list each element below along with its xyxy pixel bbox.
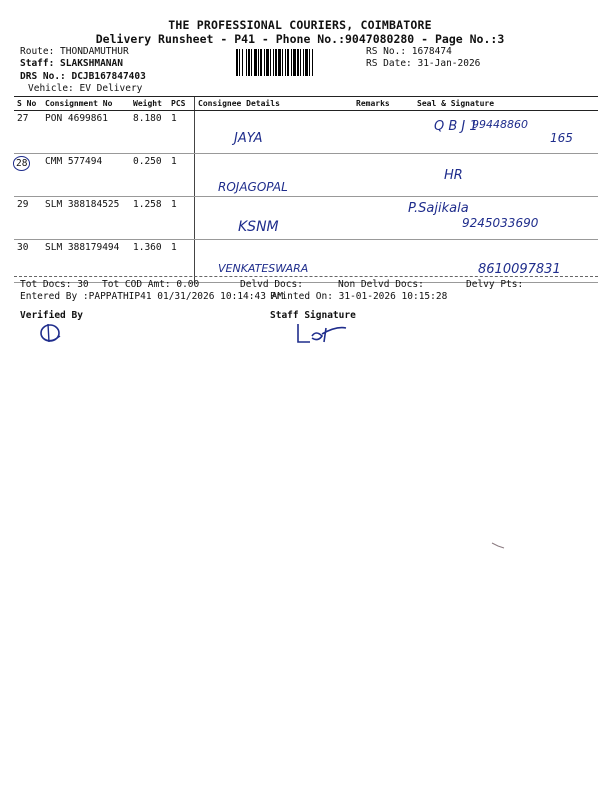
delivery-points: Delvy Pts: bbox=[466, 279, 524, 290]
signature-handwriting: Q B J 1 bbox=[434, 119, 478, 134]
table-row bbox=[14, 197, 598, 240]
runsheet-title: Delivery Runsheet - P41 - Phone No.:9047080280 - Page No.:3 bbox=[95, 32, 505, 46]
cell-pcs: 1 bbox=[168, 197, 195, 240]
non-delivered-docs: Non Delvd Docs: bbox=[338, 279, 424, 290]
signature-handwriting: P.Sajikala bbox=[408, 201, 469, 216]
verified-by-label: Verified By bbox=[20, 310, 83, 321]
entered-by: Entered By :PAPPATHIP41 01/31/2026 10:14:43 AM bbox=[20, 291, 284, 302]
col-seal-signature: Seal & Signature bbox=[405, 97, 598, 111]
staff-signature-mark bbox=[292, 320, 348, 346]
consignee-handwriting: KSNM bbox=[238, 219, 279, 235]
route-label: Route: THONDAMUTHUR bbox=[20, 46, 129, 57]
phone-handwriting: 99448860 bbox=[472, 118, 528, 131]
drs-number: DRS No.: DCJB167847403 bbox=[20, 71, 146, 82]
table-header-row bbox=[14, 97, 598, 111]
barcode-image bbox=[236, 49, 360, 76]
cell-weight: 8.180 bbox=[130, 111, 168, 154]
runsheet-table bbox=[14, 96, 598, 283]
cell-consignment: CMM 577494 bbox=[42, 154, 130, 197]
cell-consignee bbox=[195, 197, 354, 240]
cell-consignment: SLM 388184525 bbox=[42, 197, 130, 240]
total-docs: Tot Docs: 30 bbox=[20, 279, 89, 290]
consignee-handwriting: ROJAGOPAL bbox=[218, 180, 288, 194]
footer-divider bbox=[14, 276, 598, 277]
cell-signature bbox=[405, 111, 598, 154]
cell-pcs: 1 bbox=[168, 240, 195, 283]
col-pcs: PCS bbox=[168, 97, 195, 111]
cell-remarks bbox=[353, 111, 405, 154]
delivered-docs: Delvd Docs: bbox=[240, 279, 303, 290]
cell-consignee bbox=[195, 111, 354, 154]
phone-handwriting: 9245033690 bbox=[462, 216, 539, 230]
col-weight: Weight bbox=[130, 97, 168, 111]
rs-number: RS No.: 1678474 bbox=[366, 46, 452, 57]
cell-weight: 1.360 bbox=[130, 240, 168, 283]
company-name: THE PROFESSIONAL COURIERS, COIMBATORE bbox=[168, 18, 432, 32]
cell-consignment: PON 4699861 bbox=[42, 111, 130, 154]
col-sno: S No bbox=[14, 97, 42, 111]
staff-label: Staff: SLAKSHMANAN bbox=[20, 58, 123, 69]
col-remarks: Remarks bbox=[353, 97, 405, 111]
cell-weight: 1.258 bbox=[130, 197, 168, 240]
table-row bbox=[14, 154, 598, 197]
consignee-handwriting: VENKATESWARA bbox=[218, 262, 309, 275]
vehicle-label: Vehicle: EV Delivery bbox=[28, 83, 143, 94]
cell-consignee bbox=[195, 154, 354, 197]
cell-sno bbox=[14, 154, 42, 197]
barcode-bar bbox=[313, 49, 315, 76]
printed-on: Printed On: 31-01-2026 10:15:28 bbox=[270, 291, 448, 302]
cell-remarks bbox=[353, 197, 405, 240]
cell-remarks bbox=[353, 154, 405, 197]
total-cod-amount: Tot COD Amt: 0.00 bbox=[102, 279, 200, 290]
cell-sno: 30 bbox=[14, 240, 42, 283]
signature-handwriting: HR bbox=[444, 168, 463, 183]
cell-consignment: SLM 388179494 bbox=[42, 240, 130, 283]
cell-pcs: 1 bbox=[168, 111, 195, 154]
cell-signature bbox=[405, 154, 598, 197]
staff-signature-label: Staff Signature bbox=[270, 310, 356, 321]
cell-sno: 27 bbox=[14, 111, 42, 154]
phone-handwriting: 8610097831 bbox=[478, 262, 561, 277]
cell-weight: 0.250 bbox=[130, 154, 168, 197]
cell-sno: 29 bbox=[14, 197, 42, 240]
verifier-signature-mark bbox=[36, 320, 66, 346]
col-consignee: Consignee Details bbox=[195, 97, 354, 111]
table-row bbox=[14, 111, 598, 154]
number-handwriting: 165 bbox=[550, 131, 573, 145]
rs-date: RS Date: 31-Jan-2026 bbox=[366, 58, 481, 69]
circled-sno: 28 bbox=[13, 156, 30, 171]
cell-pcs: 1 bbox=[168, 154, 195, 197]
cell-signature bbox=[405, 197, 598, 240]
col-consignment: Consignment No bbox=[42, 97, 130, 111]
stray-ink-mark bbox=[490, 540, 508, 550]
consignee-handwriting: JAYA bbox=[234, 131, 263, 146]
